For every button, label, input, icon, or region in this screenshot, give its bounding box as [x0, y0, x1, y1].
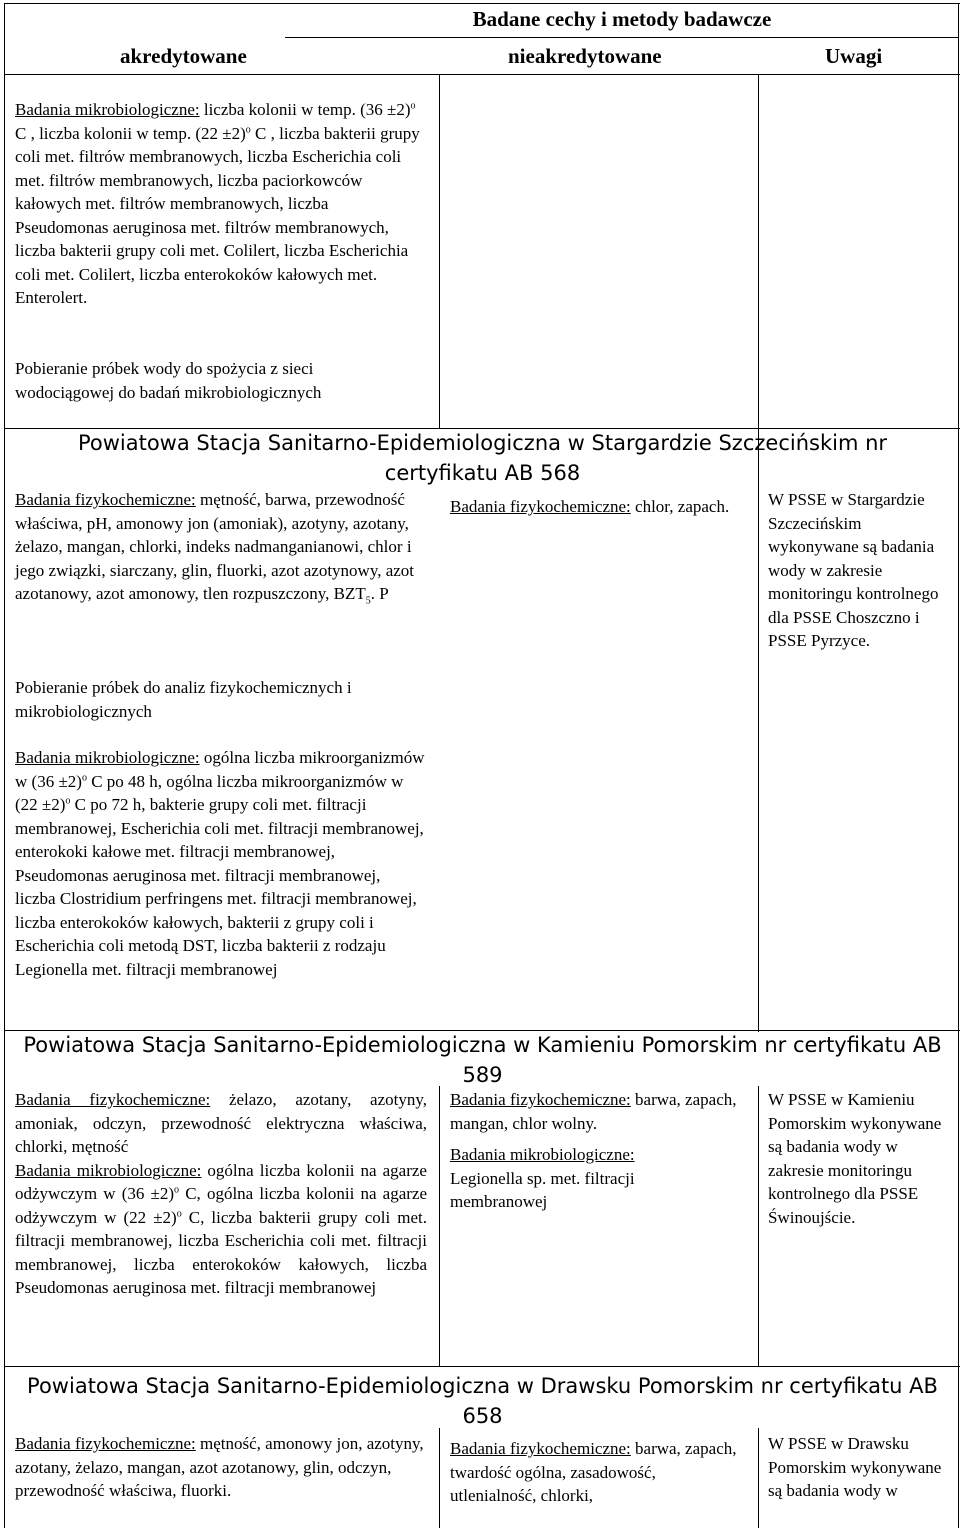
section0-micro-label: Badania mikrobiologiczne:: [15, 100, 200, 119]
col-divider-d: [758, 1086, 759, 1366]
col-divider-e: [439, 1428, 440, 1528]
row-divider-station3: [4, 1366, 960, 1367]
section1-notes: W PSSE w Stargardzie Szczecińskim wykonywane są badania wody w zakresie monitoringu kontrolnego dla PSSE Choszczno i PSSE Pyrzyce.: [768, 490, 939, 650]
col-divider-a: [439, 74, 440, 428]
section1-sampling: Pobieranie próbek do analiz fizykochemicznych i mikrobiologicznych: [15, 678, 352, 721]
section3-phys-label: Badania fizykochemiczne:: [15, 1434, 196, 1453]
section1-phys-text: Badania fizykochemiczne: mętność, barwa, przewodność właściwa, pH, amonowy jon (amoniak), azotyny, azotany, żelazo, mangan, chlorki, indeks nadmanganianowi, chlor i jego związki, siarczany, glin, fluorki, azot azotynowy, azot azotanowy, azot amonowy, tlen rozpuszczony, $BZT_5$. P: [15, 490, 415, 607]
section3-na-label: Badania fizykochemiczne:: [450, 1439, 631, 1458]
col-header-accredited: akredytowane: [120, 44, 247, 68]
header-divider-1: [285, 37, 959, 38]
col-divider-b: [758, 74, 759, 1032]
table-border-right: [958, 3, 959, 1528]
section2-phys-label: Badania fizykochemiczne:: [15, 1090, 211, 1109]
section3-accredited-text: Badania fizykochemiczne: mętność, amonowy jon, azotyny, azotany, żelazo, mangan, azot azotanowy, glin, odczyn, przewodność właściwa, fluorki.: [15, 1434, 424, 1500]
section2-nonaccredited-text: Badania fizykochemiczne: barwa, zapach, mangan, chlor wolny. Badania mikrobiologiczne: Legionella sp. met. filtracji membranowej: [450, 1090, 737, 1211]
section1-micro-label: Badania mikrobiologiczne:: [15, 748, 200, 767]
col-header-notes: Uwagi: [825, 44, 883, 68]
station-heading-drawsko: Powiatowa Stacja Sanitarno-Epidemiologiczna w Drawsku Pomorskim nr certyfikatu AB 658: [27, 1374, 938, 1428]
section1-nonaccredited-text: Badania fizykochemiczne: chlor, zapach.: [450, 497, 730, 516]
section2-na-phys-label: Badania fizykochemiczne:: [450, 1090, 631, 1109]
section0-micro-text: Badania mikrobiologiczne: liczba kolonii w temp. $(36 \pm 2)^o$ C , liczba kolonii w temp. $(22 \pm 2)^o$ C , liczba bakterii grupy coli met. filtrów membranowych, liczba Escherichia coli met. filtrów membranowych, liczba paciorkowców kałowych met. filtrów membranowych, liczba Pseudomonas aeruginosa met. filtrów membranowych, liczba bakterii grupy coli met. Colilert, liczba Escherichia coli met. Colilert, liczba enterokoków kałowych met. Enterolert.: [15, 100, 420, 307]
col-divider-f: [758, 1428, 759, 1528]
section0-sampling: Pobieranie próbek wody do spożycia z sieci wodociągowej do badań mikrobiologicznych: [15, 359, 322, 402]
section2-na-micro-label: Badania mikrobiologiczne:: [450, 1145, 635, 1164]
section2-notes: W PSSE w Kamieniu Pomorskim wykonywane są badania wody w zakresie monitoringu kontrolnego dla PSSE Świnoujście.: [768, 1090, 942, 1227]
col-header-nonaccredited: nieakredytowane: [508, 44, 662, 68]
section3-notes: W PSSE w Drawsku Pomorskim wykonywane są badania wody w: [768, 1434, 942, 1500]
table-title: Badane cechy i metody badawcze: [472, 7, 772, 31]
table-border-left: [4, 3, 5, 1528]
station-heading-kamien: Powiatowa Stacja Sanitarno-Epidemiologiczna w Kamieniu Pomorskim nr certyfikatu AB 589: [23, 1033, 942, 1087]
section1-micro-text: Badania mikrobiologiczne: ogólna liczba mikroorganizmów w $(36 \pm 2)^o$ C po 48 h, ogólna liczba mikroorganizmów w $(22 \pm 2)^o$ C po 72 h, bakterie grupy coli met. filtracji membranowej, Escherichia coli met. filtracji membranowej, enterokoki kałowe met. filtracji membranowej, Pseudomonas aeruginosa met. filtracji membranowej, liczba Clostridium perfringens met. filtracji membranowej, liczba enterokoków kałowych, bakterii z grupy coli i Escherichia coli metodą DST, liczba bakterii z rodzaju Legionella met. filtracji membranowej: [15, 748, 425, 979]
header-divider-2: [4, 74, 960, 75]
section1-phys-label: Badania fizykochemiczne:: [15, 490, 196, 509]
station-heading-stargard: Powiatowa Stacja Sanitarno-Epidemiologiczna w Stargardzie Szczecińskim nr certyfikatu AB 568: [77, 431, 888, 485]
table-border-top: [4, 3, 960, 4]
section3-nonaccredited-text: Badania fizykochemiczne: barwa, zapach, twardość ogólna, zasadowość, utlenialność, chlorki,: [450, 1439, 737, 1505]
section1-na-label: Badania fizykochemiczne:: [450, 497, 631, 516]
section2-accredited-text: Badania fizykochemiczne: żelazo, azotany, azotyny, amoniak, odczyn, przewodność elektryczna właściwa, chlorki, mętność Badania mikrobiologiczne: ogólna liczba kolonii na agarze odżywczym w $(36 \pm 2)^o$ C, ogólna liczba kolonii na agarze odżywczym w $(22 \pm 2)^o$ C, liczba bakterii grupy coli met. filtracji membranowej, liczba Escherichia coli met. filtracji membranowej, liczba enterokoków kałowych, liczba Pseudomonas aeruginosa met. filtracji membranowej: [15, 1090, 428, 1297]
section2-micro-label: Badania mikrobiologiczne:: [15, 1160, 202, 1180]
col-divider-c: [439, 1086, 440, 1366]
